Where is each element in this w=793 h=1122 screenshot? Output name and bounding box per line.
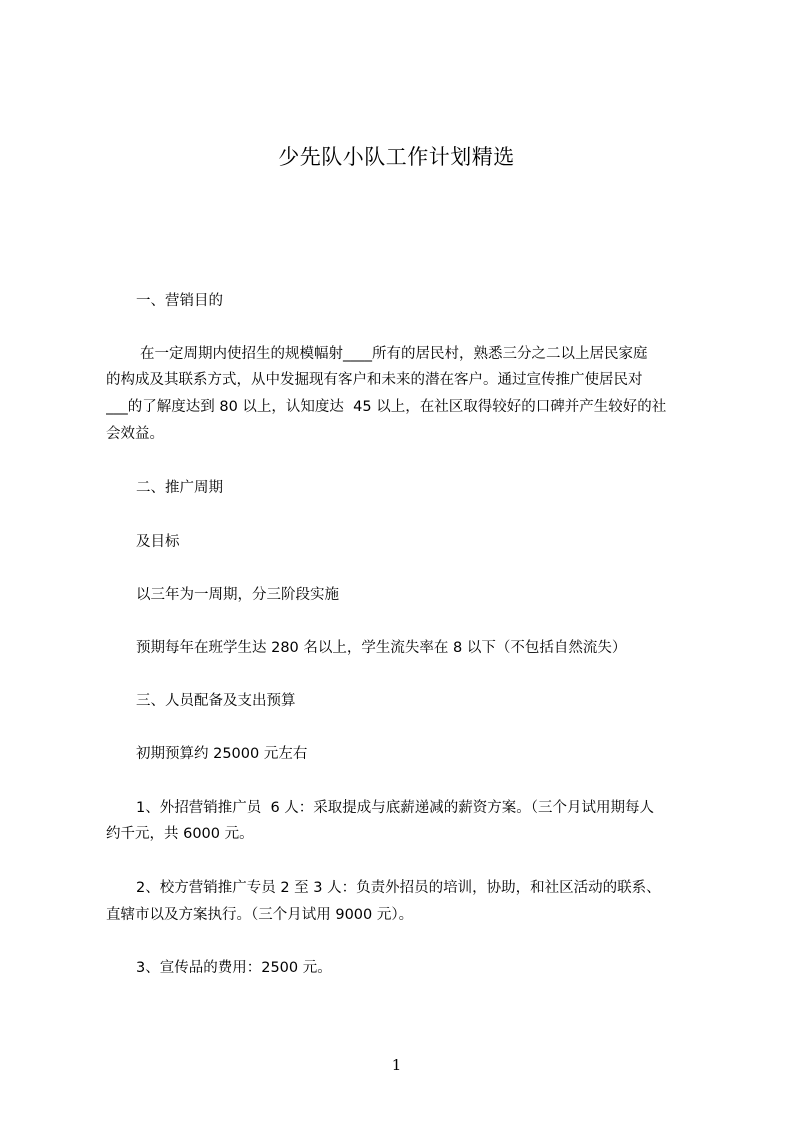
paragraph-1-line-3: ___的了解度达到 80 以上，认知度达 45 以上，在社区取得较好的口碑并产生较好的社 bbox=[106, 399, 667, 415]
paragraph-1-line-4: 会效益。 bbox=[106, 426, 164, 442]
item-1-line-2: 约千元，共 6000 元。 bbox=[106, 826, 254, 842]
heading-marketing-purpose: 一、营销目的 bbox=[136, 293, 223, 309]
heading-promotion-period: 二、推广周期 bbox=[136, 480, 223, 496]
line-three-year-cycle: 以三年为一周期，分三阶段实施 bbox=[136, 587, 339, 603]
item-2-line-1: 2、校方营销推广专员 2 至 3 人：负责外招员的培训，协助，和社区活动的联系、 bbox=[136, 880, 661, 896]
document-title: 少先队小队工作计划精选 bbox=[278, 145, 515, 169]
line-initial-budget: 初期预算约 25000 元左右 bbox=[136, 746, 308, 762]
heading-staffing-budget: 三、人员配备及支出预算 bbox=[136, 693, 296, 709]
paragraph-1-line-1: 在一定周期内使招生的规模幅射____所有的居民村，熟悉三分之二以上居民家庭 bbox=[140, 346, 648, 362]
paragraph-1-line-2: 的构成及其联系方式，从中发掘现有客户和未来的潜在客户。通过宣传推广使居民对 bbox=[106, 372, 643, 388]
line-and-goal: 及目标 bbox=[136, 534, 180, 550]
item-3-line: 3、宣传品的费用：2500 元。 bbox=[136, 960, 332, 976]
item-2-line-2: 直辖市以及方案执行。（三个月试用 9000 元）。 bbox=[106, 907, 414, 923]
item-1-line-1: 1、外招营销推广员 6 人：采取提成与底薪递减的薪资方案。（三个月试用期每人 bbox=[136, 800, 655, 816]
page-number: 1 bbox=[391, 1056, 402, 1074]
line-expected-students: 预期每年在班学生达 280 名以上，学生流失率在 8 以下（不包括自然流失） bbox=[136, 640, 627, 656]
